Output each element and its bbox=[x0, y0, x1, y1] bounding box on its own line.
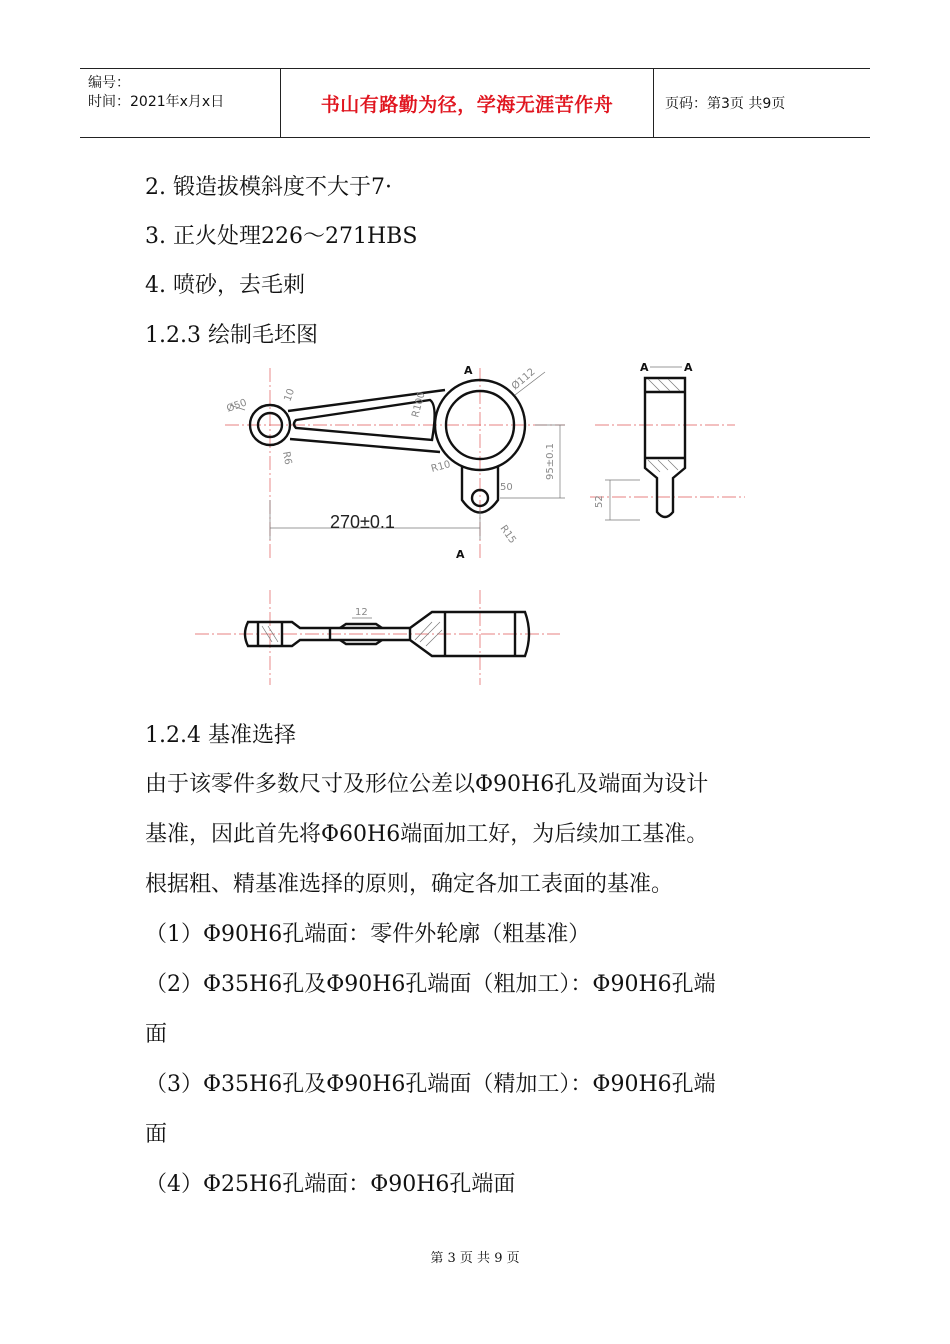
section-mark-top: A bbox=[464, 364, 473, 377]
dim-phi50: Ø50 bbox=[225, 397, 249, 415]
list-item-2-cont: 面 bbox=[145, 1022, 168, 1047]
list-item-4: （4）Φ25H6孔端面：Φ90H6孔端面 bbox=[145, 1172, 516, 1197]
list-item-2: （2）Φ35H6孔及Φ90H6孔端面（粗加工）：Φ90H6孔端 bbox=[145, 972, 716, 997]
dim-r6: R6 bbox=[280, 450, 294, 466]
dim-10: 10 bbox=[282, 387, 298, 404]
paragraph-line-1: 由于该零件多数尺寸及形位公差以Φ90H6孔及端面为设计 bbox=[145, 772, 709, 797]
dim-50: 50 bbox=[500, 482, 513, 493]
dim-phi112: Ø112 bbox=[509, 366, 538, 393]
header-motto: 书山有路勤为径，学海无涯苦作舟 bbox=[281, 69, 654, 137]
section-heading-blank-drawing: 1.2.3 绘制毛坯图 bbox=[145, 323, 318, 348]
time-label: 时间：2021年x月x日 bbox=[88, 94, 225, 110]
section-title-right: A bbox=[684, 361, 693, 374]
list-item-3-cont: 面 bbox=[145, 1122, 168, 1147]
paragraph-line-2: 基准，因此首先将Φ60H6端面加工好，为后续加工基准。 bbox=[145, 822, 709, 847]
header-page-info: 页码：第3页 共9页 bbox=[665, 96, 786, 112]
page-footer: 第 3 页 共 9 页 bbox=[430, 1251, 520, 1266]
dim-52: 52 bbox=[594, 495, 605, 508]
dim-95: 95±0.1 bbox=[545, 442, 556, 480]
dim-r15: R15 bbox=[497, 523, 518, 546]
text-line-1: 2. 锻造拔模斜度不大于7· bbox=[145, 175, 392, 200]
text-line-3: 4. 喷砂，去毛刺 bbox=[145, 273, 305, 298]
dim-12: 12 bbox=[355, 607, 368, 618]
serial-label: 编号： bbox=[88, 75, 130, 91]
section-heading-datum: 1.2.4 基准选择 bbox=[145, 723, 296, 748]
list-item-3: （3）Φ35H6孔及Φ90H6孔端面（精加工）：Φ90H6孔端 bbox=[145, 1072, 716, 1097]
list-item-1: （1）Φ90H6孔端面：零件外轮廓（粗基准） bbox=[145, 922, 591, 947]
dim-r10: R10 bbox=[429, 459, 452, 475]
dim-r100: R100 bbox=[410, 390, 428, 419]
text-line-2: 3. 正火处理226～271HBS bbox=[145, 224, 418, 249]
paragraph-line-3: 根据粗、精基准选择的原则，确定各加工表面的基准。 bbox=[145, 872, 674, 897]
dim-length: 270±0.1 bbox=[330, 512, 395, 532]
section-title-left: A bbox=[640, 361, 649, 374]
section-mark-bottom: A bbox=[456, 548, 465, 561]
